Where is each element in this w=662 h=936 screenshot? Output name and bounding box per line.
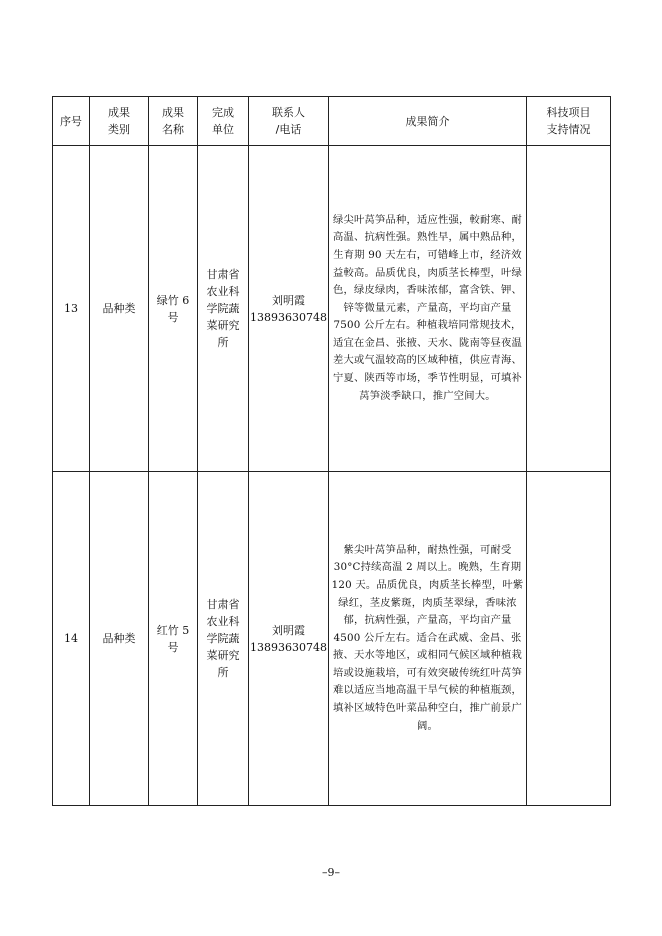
table-header-row	[53, 97, 611, 146]
header-contact: 联系人 /电话	[249, 97, 329, 146]
row-name: 红竹 5 号	[149, 472, 198, 806]
row-name: 绿竹 6 号	[149, 146, 198, 472]
row-support	[527, 146, 611, 472]
table-row	[53, 472, 611, 806]
row-category: 品种类	[90, 146, 149, 472]
row-contact: 刘明霞 13893630748	[249, 472, 329, 806]
header-support: 科技项目 支持情况	[527, 97, 611, 146]
row-unit: 甘肃省 农业科 学院蔬 菜研究 所	[198, 146, 249, 472]
row-index: 14	[53, 472, 90, 806]
header-category: 成果 类别	[90, 97, 149, 146]
achievements-table	[52, 96, 611, 806]
row-contact: 刘明霞 13893630748	[249, 146, 329, 472]
header-unit: 完成 单位	[198, 97, 249, 146]
row-support	[527, 472, 611, 806]
row-summary: 紫尖叶莴笋品种，耐热性强，可耐受 30°C持续高温 2 周以上。晚熟，生育期 120 天。品质优良，肉质茎长棒型，叶紫绿红，茎皮紫斑，肉质茎翠绿，香味浓郁，抗病性强，产量高，平均亩产量 4500 公斤左右。适合在武威、金昌、张掖、天水等地区，或相同气候区域种植栽培或设施栽培，可有效突破传统红叶莴笋难以适应当地高温干旱气候的种植瓶颈，填补区域特色叶菜品种空白，推广前景广阔。	[329, 472, 527, 806]
row-summary: 绿尖叶莴笋品种，适应性强，較耐寒、耐高温、抗病性强。熟性早，属中熟品种，生育期 90 天左右，可错峰上市，经济效益較高。品质优良，肉质茎长棒型，叶绿色，绿皮绿肉，香味浓郁，富含铁、钾、锌等微量元素，产量高，平均亩产量 7500 公斤左右。种植栽培同常规技术，适宜在金昌、张掖、天水、陇南等昼夜温差大或气温较高的区域种植，供应青海、宁夏、陕西等市场，季节性明显，可填补莴笋淡季缺口，推广空间大。	[329, 146, 527, 472]
header-name: 成果 名称	[149, 97, 198, 146]
table-row	[53, 146, 611, 472]
row-unit: 甘肃省 农业科 学院蔬 菜研究 所	[198, 472, 249, 806]
header-index: 序号	[53, 97, 90, 146]
page-number: –9–	[322, 866, 340, 879]
header-summary: 成果简介	[329, 97, 527, 146]
row-index: 13	[53, 146, 90, 472]
row-category: 品种类	[90, 472, 149, 806]
